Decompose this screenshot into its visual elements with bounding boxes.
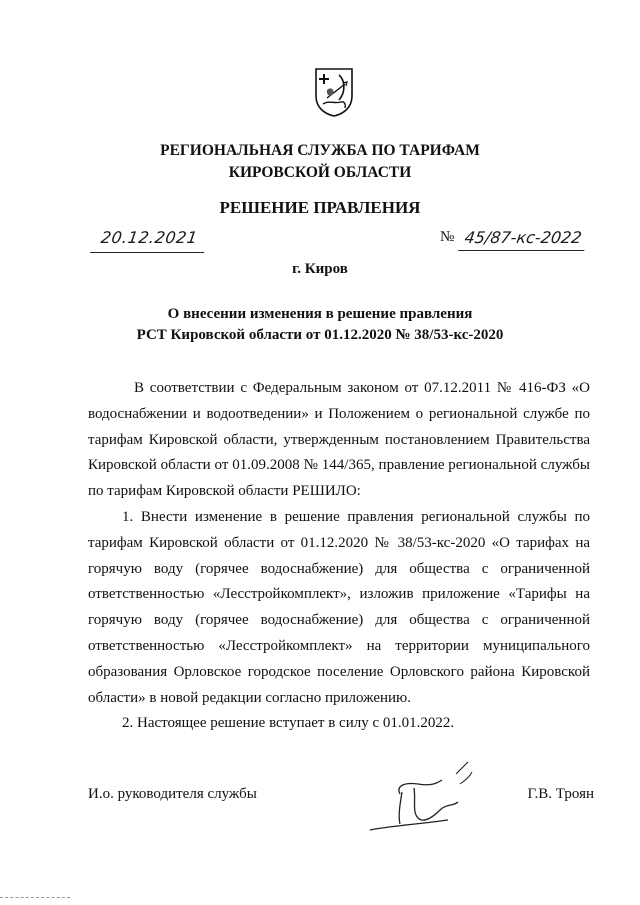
handwritten-number: 45/87-кс-2022 (458, 226, 588, 251)
preamble-paragraph: В соответствии с Федеральным законом от 07.12.2011 № 416-ФЗ «О водоснабжении и водоотведении» и Положением о региональной службе по тарифам Кировской области, утвержденным постановлением Правительства Кировской области от 01.09.2008 № 144/365, правление региональной службы по тарифам Кировской области РЕШИЛО: (88, 380, 590, 500)
handwritten-date: 20.12.2021 (90, 226, 208, 253)
decision-item-1: 1. Внести изменение в решение правления региональной службы по тарифам Кировской области от 01.12.2020 № 38/53-кс-2020 «О тарифах на горячую воду (горячее водоснабжение) для общества с ограниченной ответственностью «Лесстройкомплект», изложив приложение «Тарифы на горячую воду (горячее водоснабжение) для общества с ограниченной ответственностью «Лесстройкомплект» на территории муниципального образования Орловское городское поселение Орловского района Кировской области» в новой редакции согласно приложению. (88, 508, 590, 706)
organization-name (0, 140, 640, 184)
handwritten-signature (360, 754, 480, 838)
city: г. Киров (292, 261, 348, 277)
document-type-title: РЕШЕНИЕ ПРАВЛЕНИЯ (219, 198, 421, 217)
page-edge-mark (0, 897, 70, 898)
organization-name-line1: РЕГИОНАЛЬНАЯ СЛУЖБА ПО ТАРИФАМ (160, 142, 480, 159)
document-number (440, 226, 590, 252)
subject-line2: РСТ Кировской области от 01.12.2020 № 38/53-кс-2020 (136, 327, 504, 343)
document-subject (0, 304, 640, 346)
subject-line1: О внесении изменения в решение правления (167, 306, 473, 322)
decision-item-2: 2. Настоящее решение вступает в силу с 01.01.2022. (122, 715, 455, 732)
number-sign: № (440, 229, 455, 245)
signatory-title: И.о. руководителя службы (88, 786, 257, 802)
organization-name-line2: КИРОВСКОЙ ОБЛАСТИ (228, 164, 412, 181)
signatory-name: Г.В. Троян (527, 786, 594, 802)
coat-of-arms-icon (313, 66, 355, 118)
document-body (88, 376, 590, 737)
